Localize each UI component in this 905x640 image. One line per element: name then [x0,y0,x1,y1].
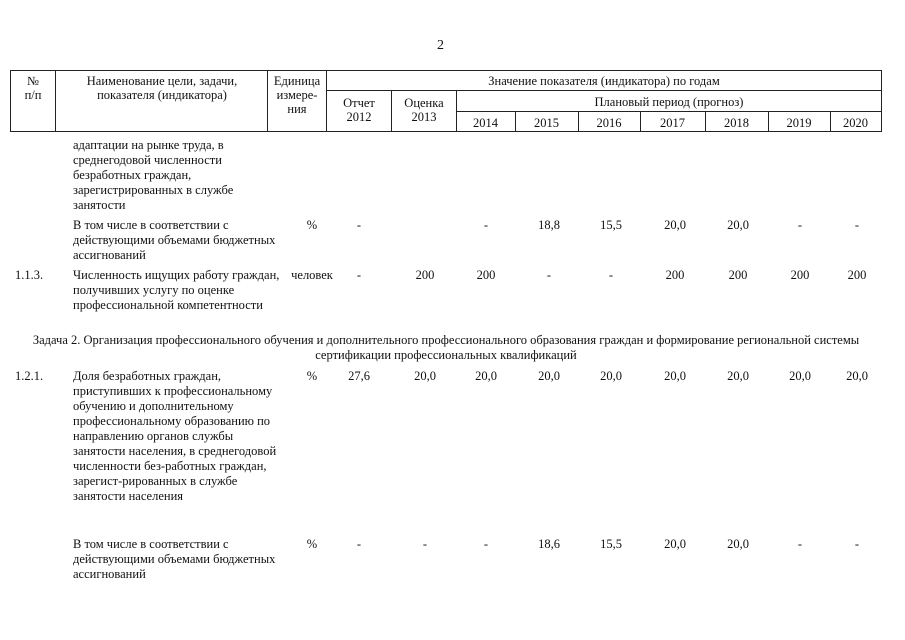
row-value: 20,0 [414,369,436,383]
row-value: 20,0 [727,537,749,551]
row-value: 20,0 [475,369,497,383]
row-value: 20,0 [727,218,749,232]
row-value: 20,0 [727,369,749,383]
page-number: 2 [437,38,444,53]
row-value: 200 [728,268,748,282]
row-unit: % [306,369,318,383]
row-name: Доля безработных граждан, приступивших к профессиональному обучению и дополнительному профессиональному образованию по направлению органов службы занятости населения, в среднегодовой численности без-работных граждан, зарегист-рированных в службе занятости населения [73,369,277,503]
row-value: 20,0 [846,369,868,383]
row-value: 15,5 [600,218,622,232]
table-header [10,70,882,132]
row-number: 1.2.1. [15,369,44,383]
header-year: 2015 [534,116,559,130]
row-value: 20,0 [600,369,622,383]
header-estimate: Оценка 2013 [404,96,444,124]
row-value: - [546,268,552,282]
row-name: В том числе в соответствии с действующими объемами бюджетных ассигнований [73,218,276,262]
header-year: 2019 [786,116,812,130]
row-unit: % [306,218,318,232]
row-value: 200 [415,268,435,282]
header-year: 2018 [724,116,749,130]
row-number: 1.1.3. [15,268,44,282]
row-value: 200 [665,268,685,282]
row-value: 200 [847,268,867,282]
header-year: 2020 [843,116,868,130]
row-value: - [797,537,803,551]
row-value: 20,0 [789,369,811,383]
row-value: - [356,218,362,232]
row-value: 18,8 [538,218,560,232]
header-year: 2017 [660,116,685,130]
row-value: 18,6 [538,537,560,551]
header-year: 2016 [596,116,622,130]
row-value: - [608,268,614,282]
row-value: 200 [476,268,496,282]
row-value: - [483,537,489,551]
row-value: 20,0 [664,537,686,551]
row-value: 20,0 [538,369,560,383]
row-value: - [854,537,860,551]
row-value: 27,6 [348,369,370,383]
row-unit: человек [291,268,333,282]
row-value: 15,5 [600,537,622,551]
header-unit: Единица измере-ния [273,74,321,116]
header-values: Значение показателя (индикатора) по годам [488,74,720,88]
header-num: № п/п [24,74,42,102]
row-name: адаптации на рынке труда, в среднегодовой численности безработных граждан, зарегистрированных в службе занятости [73,138,234,212]
header-year: 2014 [473,116,498,130]
row-value: - [422,537,428,551]
header-report: Отчет 2012 [343,96,375,124]
row-value: 20,0 [664,369,686,383]
row-value: - [854,218,860,232]
row-value: 20,0 [664,218,686,232]
task-heading: Задача 2. Организация профессионального обучения и дополнительного профессионального образования граждан и формирование региональной системы сертификации профессиональных квалификаций [32,333,860,362]
row-value: - [356,537,362,551]
row-unit: % [306,537,318,551]
row-value: - [797,218,803,232]
row-value: 200 [790,268,810,282]
row-name: В том числе в соответствии с действующими объемами бюджетных ассигнований [73,537,276,581]
row-value: - [483,218,489,232]
header-name: Наименование цели, задачи, показателя (индикатора) [86,74,238,102]
row-name: Численность ищущих работу граждан, получивших услугу по оценке профессиональной компетентности [73,268,280,312]
header-plan: Плановый период (прогноз) [594,95,744,109]
row-value: - [356,268,362,282]
